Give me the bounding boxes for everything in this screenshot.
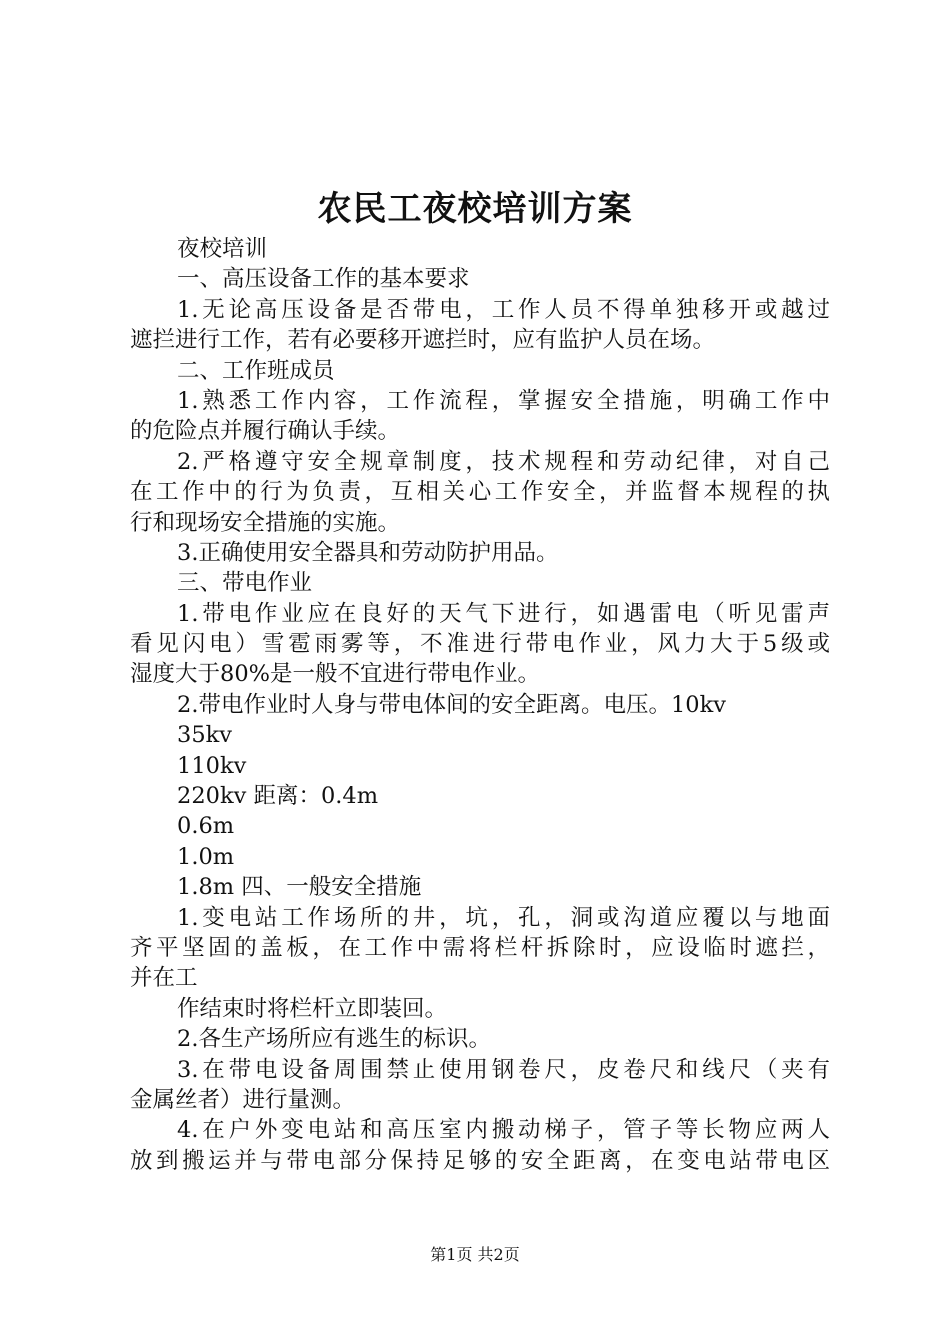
- text-line: 1.0m: [177, 843, 235, 870]
- text-line: 1.8m 四、一般安全措施: [177, 874, 422, 901]
- text-line: 金属丝者）进行量测。: [130, 1086, 356, 1113]
- text-line: 2.各生产场所应有逃生的标识。: [177, 1026, 491, 1053]
- text-line: 放到搬运并与带电部分保持足够的安全距离，在变电站带电区: [130, 1147, 830, 1174]
- text-line: 并在工: [130, 965, 198, 992]
- document-title: 农民工夜校培训方案: [317, 189, 633, 229]
- text-line: 3.正确使用安全器具和劳动防护用品。: [177, 539, 559, 566]
- text-line: 1.带电作业应在良好的天气下进行，如遇雷电（听见雷声: [177, 600, 830, 627]
- document-body: [130, 234, 830, 1176]
- text-line: 110kv: [177, 752, 247, 779]
- text-line: 3.在带电设备周围禁止使用钢卷尺，皮卷尺和线尺（夹有: [177, 1056, 830, 1083]
- text-line: 4.在户外变电站和高压室内搬动梯子，管子等长物应两人: [177, 1117, 830, 1144]
- text-line: 的危险点并履行确认手续。: [130, 418, 401, 445]
- text-line: 遮拦进行工作，若有必要移开遮拦时，应有监护人员在场。: [130, 327, 716, 354]
- text-line: 220kv 距离：0.4m: [177, 783, 379, 810]
- text-line: 0.6m: [177, 813, 235, 840]
- text-line: 2.严格遵守安全规章制度，技术规程和劳动纪律，对自己: [177, 448, 830, 475]
- text-line: 1.无论高压设备是否带电，工作人员不得单独移开或越过: [177, 296, 830, 323]
- text-line: 2.带电作业时人身与带电体间的安全距离。电压。10kv: [177, 691, 726, 718]
- text-line: 三、带电作业: [177, 570, 313, 597]
- text-line: 湿度大于80%是一般不宜进行带电作业。: [130, 661, 541, 688]
- text-line: 1.熟悉工作内容，工作流程，掌握安全措施，明确工作中: [177, 387, 830, 414]
- text-line: 齐平坚固的盖板，在工作中需将栏杆拆除时，应设临时遮拦，: [130, 934, 830, 961]
- page-footer: 第1页 共2页: [430, 1245, 520, 1264]
- text-line: 35kv: [177, 722, 232, 749]
- text-line: 在工作中的行为负责，互相关心工作安全，并监督本规程的执: [130, 479, 830, 506]
- text-line: 作结束时将栏杆立即装回。: [177, 995, 448, 1022]
- text-line: 一、高压设备工作的基本要求: [177, 266, 470, 293]
- text-line: 行和现场安全措施的实施。: [130, 509, 401, 536]
- text-line: 看见闪电）雪雹雨雾等，不准进行带电作业，风力大于5级或: [130, 631, 830, 658]
- text-line: 二、工作班成员: [177, 357, 335, 384]
- text-line: 夜校培训: [177, 236, 268, 262]
- text-line: 1.变电站工作场所的井，坑，孔，洞或沟道应覆以与地面: [177, 904, 830, 931]
